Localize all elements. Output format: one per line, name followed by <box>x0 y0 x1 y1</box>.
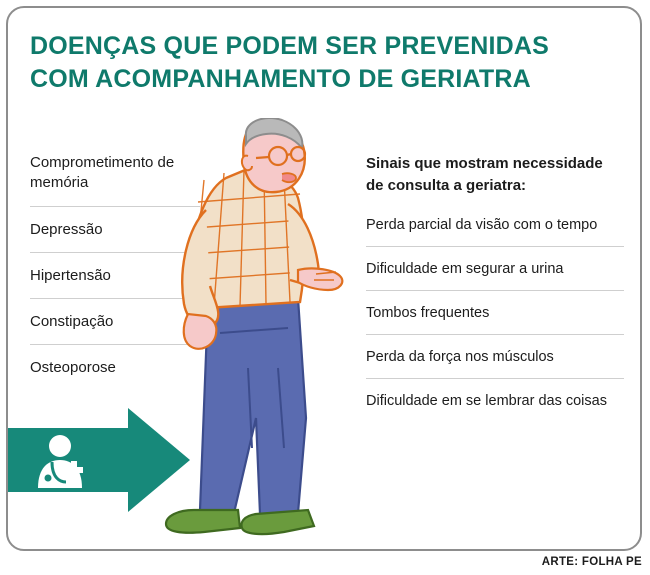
page-title-line-2: COM ACOMPANHAMENTO DE GERIATRA <box>30 65 531 93</box>
list-item: Constipação <box>30 299 200 345</box>
list-item: Hipertensão <box>30 253 200 299</box>
list-item: Perda parcial da visão com o tempo <box>366 215 624 247</box>
mouth <box>282 173 296 182</box>
list-item: Dificuldade em se lembrar das coisas <box>366 392 607 409</box>
shoe-left <box>166 510 240 533</box>
page-title-line-1: DOENÇAS QUE PODEM SER PREVENIDAS <box>30 32 549 60</box>
credit-text: ARTE: FOLHA PE <box>541 556 642 568</box>
signs-section <box>366 153 624 422</box>
hand-left <box>184 314 217 349</box>
list-item: Dificuldade em segurar a urina <box>366 247 624 291</box>
list-item: Comprometimento de memória <box>30 153 200 207</box>
elderly-man-illustration <box>148 118 378 548</box>
illustration-svg <box>148 118 378 548</box>
list-item: Depressão <box>30 207 200 253</box>
list-item: Osteoporose <box>30 359 116 377</box>
signs-heading: Sinais que mostram necessidade de consulta a geriatra: <box>366 155 603 194</box>
list-item: Tombos frequentes <box>366 291 624 335</box>
page-title <box>30 30 610 96</box>
shoe-right <box>242 510 314 534</box>
list-item: Perda da força nos músculos <box>366 335 624 379</box>
infographic-card <box>6 6 642 551</box>
